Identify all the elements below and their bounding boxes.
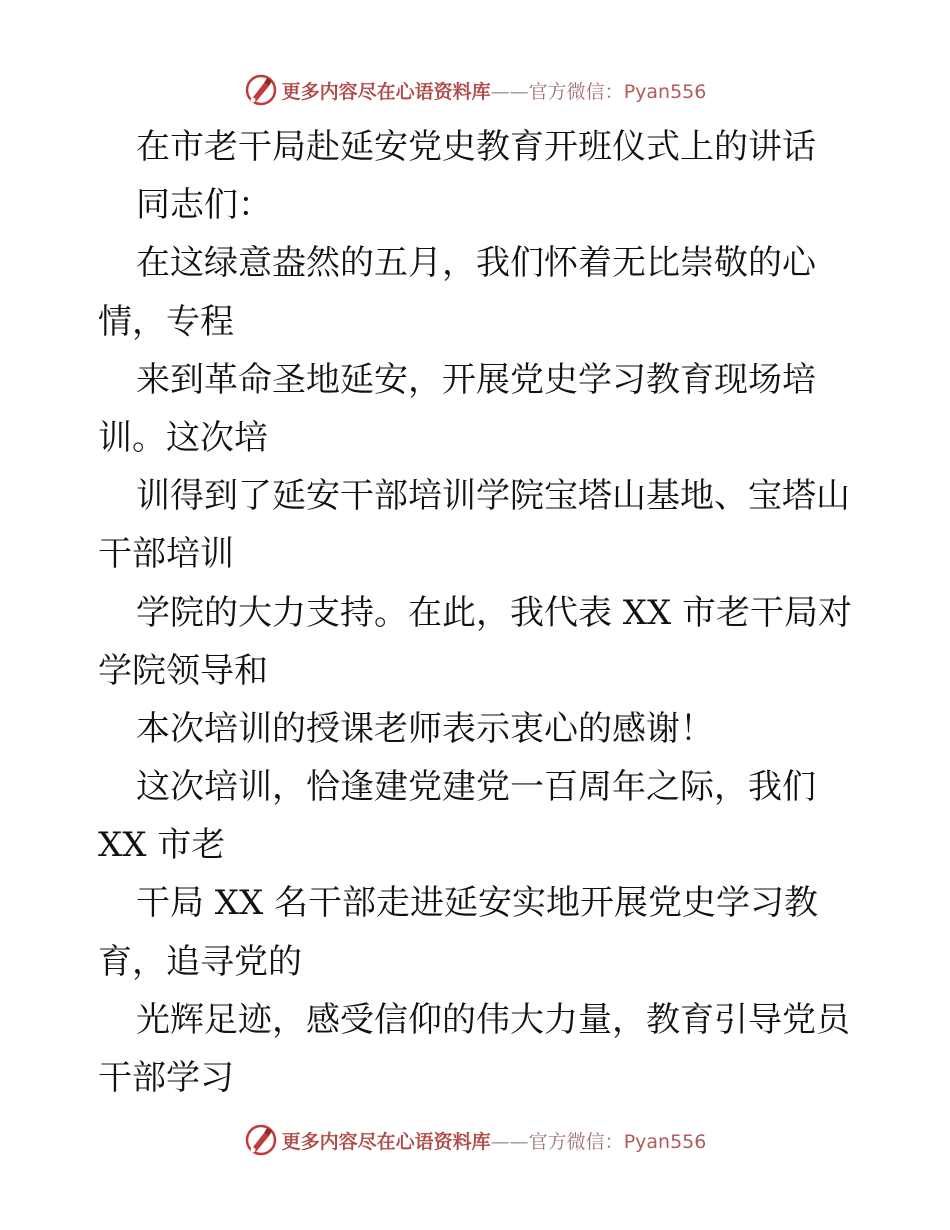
footer-banner — [0, 1120, 950, 1160]
pen-circle-logo-icon — [244, 1123, 278, 1157]
paragraph-line: 情，专程 — [98, 301, 234, 342]
paragraph-line: 育，追寻党的 — [98, 941, 302, 982]
pen-circle-logo-icon — [244, 73, 278, 107]
header-banner — [0, 70, 950, 110]
banner-dash: —— — [490, 1130, 529, 1153]
paragraph-line: 干部培训 — [98, 534, 234, 575]
paragraph-line: 训得到了延安干部培训学院宝塔山基地、宝塔山 — [136, 476, 850, 517]
paragraph-line: 本次培训的授课老师表示衷心的感谢！ — [136, 708, 714, 749]
banner-wechat-label: 官方微信： — [528, 1130, 624, 1153]
salutation: 同志们： — [136, 185, 272, 226]
banner-wechat-id: Pyan556 — [623, 1130, 707, 1153]
paragraph-line: XX 市老 — [98, 825, 226, 866]
document-title: 在市老干局赴延安党史教育开班仪式上的讲话 — [136, 127, 816, 167]
paragraph-line: 光辉足迹，感受信仰的伟大力量，教育引导党员 — [136, 999, 850, 1040]
paragraph-line: 干局 XX 名干部走进延安实地开展党史学习教 — [136, 883, 819, 924]
paragraph-line: 干部学习 — [98, 1058, 234, 1098]
banner-main-text: 更多内容尽在心语资料库 — [281, 1130, 491, 1153]
paragraph-line: 学院领导和 — [98, 650, 268, 691]
banner-wechat-id: Pyan556 — [623, 80, 707, 103]
paragraph-line: 学院的大力支持。在此，我代表 XX 市老干局对 — [136, 592, 853, 633]
paragraph-line: 在这绿意盎然的五月，我们怀着无比崇敬的心 — [136, 243, 816, 284]
banner-text — [282, 77, 707, 104]
banner-wechat-label: 官方微信： — [528, 80, 624, 103]
banner-text — [282, 1127, 707, 1154]
banner-main-text: 更多内容尽在心语资料库 — [281, 80, 491, 103]
document-body — [98, 118, 858, 1107]
paragraph-line: 来到革命圣地延安，开展党史学习教育现场培 — [136, 359, 816, 400]
banner-dash: —— — [490, 80, 529, 103]
paragraph-line: 训。这次培 — [98, 417, 268, 458]
paragraph-line: 这次培训，恰逢建党建党一百周年之际，我们 — [136, 767, 816, 808]
